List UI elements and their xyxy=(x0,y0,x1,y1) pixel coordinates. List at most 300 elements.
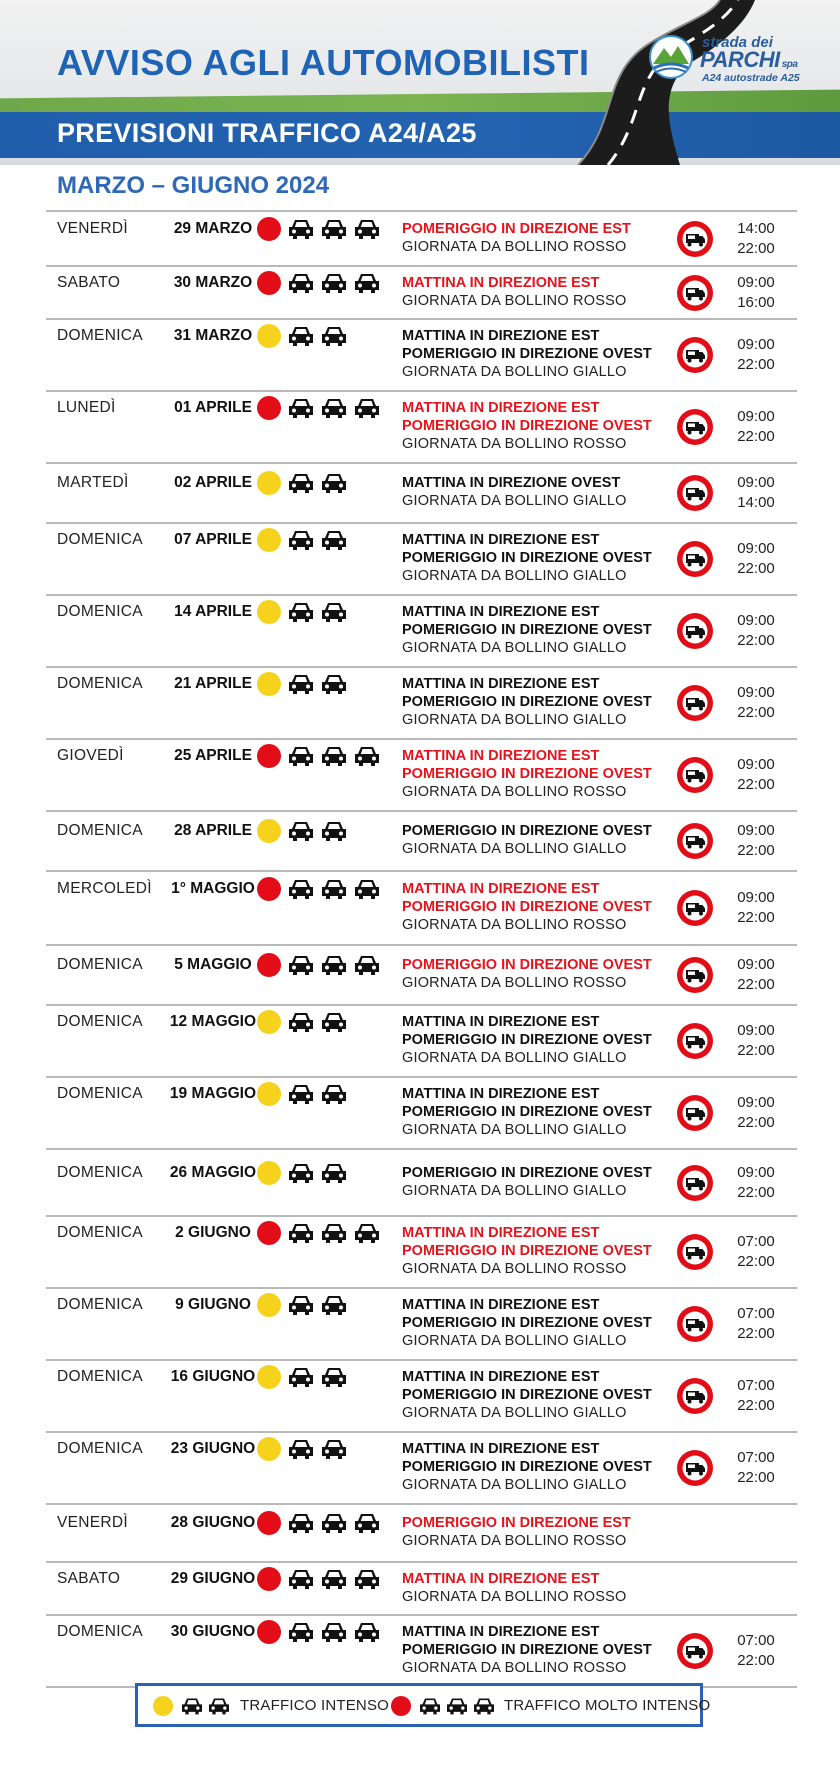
direction-line: POMERIGGIO IN DIREZIONE EST xyxy=(402,1515,631,1531)
red-traffic-dot xyxy=(257,1511,281,1535)
row-day: DOMENICA xyxy=(57,531,143,548)
row-date: 25 APRILE xyxy=(174,747,252,764)
legend-cars-three xyxy=(418,1696,496,1716)
table-row xyxy=(46,944,797,1004)
row-day: DOMENICA xyxy=(57,1440,143,1457)
traffic-cars xyxy=(287,1365,348,1389)
ban-times xyxy=(736,611,776,651)
truck-ban-icon xyxy=(675,888,715,928)
direction-line: POMERIGGIO IN DIREZIONE OVEST xyxy=(402,766,652,782)
car-icon xyxy=(320,471,348,495)
ban-end-time: 22:00 xyxy=(737,1253,775,1270)
row-description xyxy=(402,956,652,992)
car-icon xyxy=(472,1696,496,1716)
bollino-note: GIORNATA DA BOLLINO GIALLO xyxy=(402,1050,627,1066)
bollino-note: GIORNATA DA BOLLINO GIALLO xyxy=(402,568,627,584)
direction-line: MATTINA IN DIREZIONE EST xyxy=(402,1369,600,1385)
bollino-note: GIORNATA DA BOLLINO GIALLO xyxy=(402,841,627,857)
car-icon xyxy=(287,1365,315,1389)
legend-very-intense-label: TRAFFICO MOLTO INTENSO xyxy=(504,1697,711,1714)
ban-end-time: 14:00 xyxy=(737,494,775,511)
truck-ban-icon xyxy=(675,1376,715,1416)
truck-ban-icon xyxy=(675,955,715,995)
row-date: 02 APRILE xyxy=(174,474,252,491)
header-banner xyxy=(0,0,840,165)
legend-yellow-dot xyxy=(153,1696,173,1716)
row-description xyxy=(402,1368,652,1422)
direction-line: MATTINA IN DIREZIONE OVEST xyxy=(402,475,621,491)
row-description xyxy=(402,1224,652,1278)
red-traffic-dot xyxy=(257,271,281,295)
traffic-cars xyxy=(287,1221,381,1245)
bollino-note: GIORNATA DA BOLLINO ROSSO xyxy=(402,436,627,452)
direction-line: MATTINA IN DIREZIONE EST xyxy=(402,1571,600,1587)
row-description xyxy=(402,675,652,729)
yellow-traffic-dot xyxy=(257,1293,281,1317)
table-row xyxy=(46,810,797,870)
ban-start-time: 07:00 xyxy=(737,1233,775,1250)
red-traffic-dot xyxy=(257,877,281,901)
bollino-note: GIORNATA DA BOLLINO GIALLO xyxy=(402,1477,627,1493)
traffic-cars xyxy=(287,600,348,624)
red-traffic-dot xyxy=(257,953,281,977)
car-icon xyxy=(353,1567,381,1591)
ban-times xyxy=(736,1093,776,1133)
direction-line: POMERIGGIO IN DIREZIONE OVEST xyxy=(402,1165,652,1181)
traffic-cars xyxy=(287,672,348,696)
bollino-note: GIORNATA DA BOLLINO ROSSO xyxy=(402,293,627,309)
truck-ban-icon xyxy=(675,1163,715,1203)
row-day: DOMENICA xyxy=(57,327,143,344)
car-icon xyxy=(287,1010,315,1034)
row-day: SABATO xyxy=(57,1570,121,1587)
truck-ban-icon xyxy=(675,1448,715,1488)
car-icon xyxy=(320,1293,348,1317)
car-icon xyxy=(353,1511,381,1535)
traffic-cars xyxy=(287,744,381,768)
yellow-traffic-dot xyxy=(257,1082,281,1106)
table-row xyxy=(46,318,797,390)
bollino-note: GIORNATA DA BOLLINO GIALLO xyxy=(402,1333,627,1349)
table-row xyxy=(46,1503,797,1561)
ban-end-time: 22:00 xyxy=(737,1652,775,1669)
legend-cars-two xyxy=(180,1696,231,1716)
bollino-note: GIORNATA DA BOLLINO GIALLO xyxy=(402,1122,627,1138)
ban-start-time: 09:00 xyxy=(737,408,775,425)
ban-times xyxy=(736,1021,776,1061)
yellow-traffic-dot xyxy=(257,600,281,624)
legend-intense-label: TRAFFICO INTENSO xyxy=(240,1697,390,1714)
bollino-note: GIORNATA DA BOLLINO ROSSO xyxy=(402,239,627,255)
car-icon xyxy=(287,1567,315,1591)
car-icon xyxy=(287,1221,315,1245)
truck-ban-icon xyxy=(675,1021,715,1061)
ban-end-time: 22:00 xyxy=(737,1114,775,1131)
truck-ban-icon xyxy=(675,407,715,447)
row-description xyxy=(402,220,631,256)
row-date: 16 GIUGNO xyxy=(170,1368,256,1385)
ban-end-time: 22:00 xyxy=(737,240,775,257)
direction-line: MATTINA IN DIREZIONE EST xyxy=(402,1086,600,1102)
ban-times xyxy=(736,888,776,928)
car-icon xyxy=(320,271,348,295)
bollino-note: GIORNATA DA BOLLINO GIALLO xyxy=(402,640,627,656)
ban-end-time: 22:00 xyxy=(737,560,775,577)
row-day: MARTEDÌ xyxy=(57,474,129,491)
car-icon xyxy=(287,528,315,552)
car-icon xyxy=(353,877,381,901)
car-icon xyxy=(320,1221,348,1245)
ban-times xyxy=(736,1631,776,1671)
truck-ban-icon xyxy=(675,1232,715,1272)
mountain-logo-icon xyxy=(648,34,694,80)
row-description xyxy=(402,1514,631,1550)
bollino-note: GIORNATA DA BOLLINO GIALLO xyxy=(402,1405,627,1421)
direction-line: POMERIGGIO IN DIREZIONE OVEST xyxy=(402,1459,652,1475)
table-row xyxy=(46,1076,797,1148)
bollino-note: GIORNATA DA BOLLINO GIALLO xyxy=(402,493,627,509)
traffic-cars xyxy=(287,471,348,495)
car-icon xyxy=(353,1620,381,1644)
traffic-cars xyxy=(287,819,348,843)
row-description xyxy=(402,1296,652,1350)
ban-times xyxy=(736,755,776,795)
period-heading: MARZO – GIUGNO 2024 xyxy=(57,172,330,199)
row-day: VENERDÌ xyxy=(57,1514,129,1531)
bollino-note: GIORNATA DA BOLLINO GIALLO xyxy=(402,364,627,380)
bollino-note: GIORNATA DA BOLLINO ROSSO xyxy=(402,975,627,991)
table-row xyxy=(46,870,797,944)
traffic-cars xyxy=(287,528,348,552)
ban-end-time: 22:00 xyxy=(737,1325,775,1342)
row-day: DOMENICA xyxy=(57,1085,143,1102)
ban-start-time: 09:00 xyxy=(737,756,775,773)
direction-line: MATTINA IN DIREZIONE EST xyxy=(402,1297,600,1313)
ban-times xyxy=(736,1304,776,1344)
car-icon xyxy=(320,1511,348,1535)
direction-line: MATTINA IN DIREZIONE EST xyxy=(402,1441,600,1457)
direction-line: MATTINA IN DIREZIONE EST xyxy=(402,676,600,692)
direction-line: POMERIGGIO IN DIREZIONE OVEST xyxy=(402,957,652,973)
ban-start-time: 14:00 xyxy=(737,220,775,237)
direction-line: MATTINA IN DIREZIONE EST xyxy=(402,275,600,291)
table-row xyxy=(46,1561,797,1614)
row-date: 30 GIUGNO xyxy=(170,1623,256,1640)
ban-times xyxy=(736,219,776,259)
row-description xyxy=(402,531,652,585)
car-icon xyxy=(320,600,348,624)
ban-times xyxy=(736,1163,776,1203)
car-icon xyxy=(287,396,315,420)
direction-line: POMERIGGIO IN DIREZIONE OVEST xyxy=(402,1032,652,1048)
car-icon xyxy=(287,877,315,901)
car-icon xyxy=(287,672,315,696)
forecast-table xyxy=(46,210,797,1688)
row-date: 28 GIUGNO xyxy=(170,1514,256,1531)
car-icon xyxy=(353,396,381,420)
row-day: DOMENICA xyxy=(57,822,143,839)
direction-line: MATTINA IN DIREZIONE EST xyxy=(402,328,600,344)
car-icon xyxy=(320,1365,348,1389)
table-row xyxy=(46,1148,797,1215)
row-day: MERCOLEDÌ xyxy=(57,880,152,897)
direction-line: MATTINA IN DIREZIONE EST xyxy=(402,1624,600,1640)
row-description xyxy=(402,1570,626,1606)
ban-times xyxy=(736,273,776,313)
car-icon xyxy=(353,217,381,241)
car-icon xyxy=(320,953,348,977)
car-icon xyxy=(287,1437,315,1461)
row-day: LUNEDÌ xyxy=(57,399,116,416)
direction-line: POMERIGGIO IN DIREZIONE OVEST xyxy=(402,1642,652,1658)
car-icon xyxy=(353,744,381,768)
traffic-cars xyxy=(287,324,348,348)
ban-start-time: 09:00 xyxy=(737,474,775,491)
traffic-cars xyxy=(287,1567,381,1591)
row-date: 2 GIUGNO xyxy=(175,1224,251,1241)
logo-text-top: strada dei xyxy=(702,34,773,51)
row-description xyxy=(402,474,627,510)
table-row xyxy=(46,1614,797,1688)
page-subtitle: PREVISIONI TRAFFICO A24/A25 xyxy=(57,118,477,148)
car-icon xyxy=(320,396,348,420)
car-icon xyxy=(287,324,315,348)
table-row xyxy=(46,1359,797,1431)
direction-line: MATTINA IN DIREZIONE EST xyxy=(402,400,600,416)
ban-start-time: 07:00 xyxy=(737,1449,775,1466)
ban-start-time: 09:00 xyxy=(737,1094,775,1111)
row-day: DOMENICA xyxy=(57,1296,143,1313)
legend xyxy=(135,1683,711,1727)
ban-start-time: 09:00 xyxy=(737,612,775,629)
row-date: 30 MARZO xyxy=(173,274,253,291)
row-day: SABATO xyxy=(57,274,121,291)
row-date: 07 APRILE xyxy=(174,531,252,548)
ban-end-time: 22:00 xyxy=(737,976,775,993)
car-icon xyxy=(287,1082,315,1106)
direction-line: POMERIGGIO IN DIREZIONE OVEST xyxy=(402,1243,652,1259)
ban-end-time: 22:00 xyxy=(737,428,775,445)
car-icon xyxy=(320,1010,348,1034)
ban-start-time: 07:00 xyxy=(737,1305,775,1322)
car-icon xyxy=(287,953,315,977)
logo-text-main: PARCHI spa xyxy=(700,47,798,72)
table-row xyxy=(46,210,797,265)
red-traffic-dot xyxy=(257,1221,281,1245)
ban-end-time: 16:00 xyxy=(737,294,775,311)
row-description xyxy=(402,1013,652,1067)
truck-ban-icon xyxy=(675,273,715,313)
truck-ban-icon xyxy=(675,335,715,375)
bollino-note: GIORNATA DA BOLLINO ROSSO xyxy=(402,917,627,933)
car-icon xyxy=(320,1620,348,1644)
bollino-note: GIORNATA DA BOLLINO ROSSO xyxy=(402,1589,627,1605)
car-icon xyxy=(287,744,315,768)
direction-line: POMERIGGIO IN DIREZIONE OVEST xyxy=(402,622,652,638)
legend-red-dot xyxy=(391,1696,411,1716)
row-day: DOMENICA xyxy=(57,1623,143,1640)
row-day: GIOVEDÌ xyxy=(57,747,124,764)
row-description xyxy=(402,747,652,801)
logo-text-bottom: A24 autostrade A25 xyxy=(702,72,800,84)
ban-end-time: 22:00 xyxy=(737,909,775,926)
direction-line: POMERIGGIO IN DIREZIONE OVEST xyxy=(402,899,652,915)
direction-line: POMERIGGIO IN DIREZIONE OVEST xyxy=(402,1104,652,1120)
ban-start-time: 07:00 xyxy=(737,1377,775,1394)
yellow-traffic-dot xyxy=(257,1010,281,1034)
car-icon xyxy=(320,528,348,552)
company-logo xyxy=(648,34,808,84)
car-icon xyxy=(445,1696,469,1716)
red-traffic-dot xyxy=(257,217,281,241)
car-icon xyxy=(287,600,315,624)
table-row xyxy=(46,1215,797,1287)
car-icon xyxy=(320,819,348,843)
car-icon xyxy=(353,953,381,977)
row-description xyxy=(402,1164,652,1200)
row-day: DOMENICA xyxy=(57,675,143,692)
truck-ban-icon xyxy=(675,611,715,651)
truck-ban-icon xyxy=(675,219,715,259)
ban-times xyxy=(736,1448,776,1488)
car-icon xyxy=(353,1221,381,1245)
car-icon xyxy=(180,1696,204,1716)
traffic-cars xyxy=(287,953,381,977)
car-icon xyxy=(320,217,348,241)
ban-times xyxy=(736,407,776,447)
car-icon xyxy=(207,1696,231,1716)
traffic-cars xyxy=(287,1293,348,1317)
row-description xyxy=(402,1085,652,1139)
yellow-traffic-dot xyxy=(257,672,281,696)
ban-start-time: 09:00 xyxy=(737,1164,775,1181)
row-description xyxy=(402,399,652,453)
truck-ban-icon xyxy=(675,821,715,861)
table-row xyxy=(46,666,797,738)
row-date: 12 MAGGIO xyxy=(169,1013,257,1030)
direction-line: POMERIGGIO IN DIREZIONE OVEST xyxy=(402,823,652,839)
car-icon xyxy=(287,1161,315,1185)
table-row xyxy=(46,594,797,666)
red-traffic-dot xyxy=(257,396,281,420)
car-icon xyxy=(287,1293,315,1317)
traffic-cars xyxy=(287,1620,381,1644)
traffic-cars xyxy=(287,217,381,241)
car-icon xyxy=(320,877,348,901)
ban-end-time: 22:00 xyxy=(737,704,775,721)
row-day: DOMENICA xyxy=(57,1368,143,1385)
table-row xyxy=(46,522,797,594)
row-date: 21 APRILE xyxy=(174,675,252,692)
ban-times xyxy=(736,821,776,861)
yellow-traffic-dot xyxy=(257,471,281,495)
car-icon xyxy=(353,271,381,295)
direction-line: POMERIGGIO IN DIREZIONE OVEST xyxy=(402,1387,652,1403)
car-icon xyxy=(320,1437,348,1461)
car-icon xyxy=(320,1567,348,1591)
row-date: 29 MARZO xyxy=(173,220,253,237)
yellow-traffic-dot xyxy=(257,324,281,348)
table-row xyxy=(46,462,797,522)
traffic-cars xyxy=(287,877,381,901)
truck-ban-icon xyxy=(675,755,715,795)
table-row xyxy=(46,738,797,810)
ban-start-time: 09:00 xyxy=(737,822,775,839)
yellow-traffic-dot xyxy=(257,1365,281,1389)
ban-end-time: 22:00 xyxy=(737,1042,775,1059)
car-icon xyxy=(418,1696,442,1716)
truck-ban-icon xyxy=(675,473,715,513)
truck-ban-icon xyxy=(675,1631,715,1671)
ban-end-time: 22:00 xyxy=(737,356,775,373)
row-date: 9 GIUGNO xyxy=(175,1296,251,1313)
page-title: AVVISO AGLI AUTOMOBILISTI xyxy=(57,42,590,83)
truck-ban-icon xyxy=(675,539,715,579)
traffic-cars xyxy=(287,1010,348,1034)
traffic-cars xyxy=(287,1437,348,1461)
red-traffic-dot xyxy=(257,744,281,768)
row-date: 14 APRILE xyxy=(174,603,252,620)
car-icon xyxy=(287,271,315,295)
row-date: 1° MAGGIO xyxy=(171,880,255,897)
row-description xyxy=(402,274,626,310)
row-description xyxy=(402,822,652,858)
red-traffic-dot xyxy=(257,1567,281,1591)
row-description xyxy=(402,603,652,657)
direction-line: MATTINA IN DIREZIONE EST xyxy=(402,748,600,764)
row-description xyxy=(402,1440,652,1494)
direction-line: MATTINA IN DIREZIONE EST xyxy=(402,881,600,897)
traffic-cars xyxy=(287,1511,381,1535)
direction-line: POMERIGGIO IN DIREZIONE EST xyxy=(402,221,631,237)
car-icon xyxy=(320,744,348,768)
direction-line: POMERIGGIO IN DIREZIONE OVEST xyxy=(402,346,652,362)
ban-start-time: 09:00 xyxy=(737,889,775,906)
ban-end-time: 22:00 xyxy=(737,632,775,649)
table-row xyxy=(46,390,797,462)
ban-end-time: 22:00 xyxy=(737,842,775,859)
truck-ban-icon xyxy=(675,683,715,723)
ban-start-time: 07:00 xyxy=(737,1632,775,1649)
yellow-traffic-dot xyxy=(257,1437,281,1461)
ban-start-time: 09:00 xyxy=(737,684,775,701)
row-description xyxy=(402,880,652,934)
traffic-cars xyxy=(287,271,381,295)
ban-times xyxy=(736,473,776,513)
ban-start-time: 09:00 xyxy=(737,540,775,557)
car-icon xyxy=(287,471,315,495)
car-icon xyxy=(320,1082,348,1106)
bollino-note: GIORNATA DA BOLLINO GIALLO xyxy=(402,712,627,728)
yellow-traffic-dot xyxy=(257,528,281,552)
ban-end-time: 22:00 xyxy=(737,1469,775,1486)
ban-times xyxy=(736,955,776,995)
row-date: 29 GIUGNO xyxy=(170,1570,256,1587)
yellow-traffic-dot xyxy=(257,1161,281,1185)
ban-start-time: 09:00 xyxy=(737,1022,775,1039)
red-traffic-dot xyxy=(257,1620,281,1644)
car-icon xyxy=(320,1161,348,1185)
bollino-note: GIORNATA DA BOLLINO ROSSO xyxy=(402,1660,627,1676)
truck-ban-icon xyxy=(675,1304,715,1344)
row-date: 01 APRILE xyxy=(174,399,252,416)
table-row xyxy=(46,1431,797,1503)
row-date: 28 APRILE xyxy=(174,822,252,839)
traffic-cars xyxy=(287,396,381,420)
yellow-traffic-dot xyxy=(257,819,281,843)
ban-times xyxy=(736,1376,776,1416)
bollino-note: GIORNATA DA BOLLINO ROSSO xyxy=(402,1261,627,1277)
